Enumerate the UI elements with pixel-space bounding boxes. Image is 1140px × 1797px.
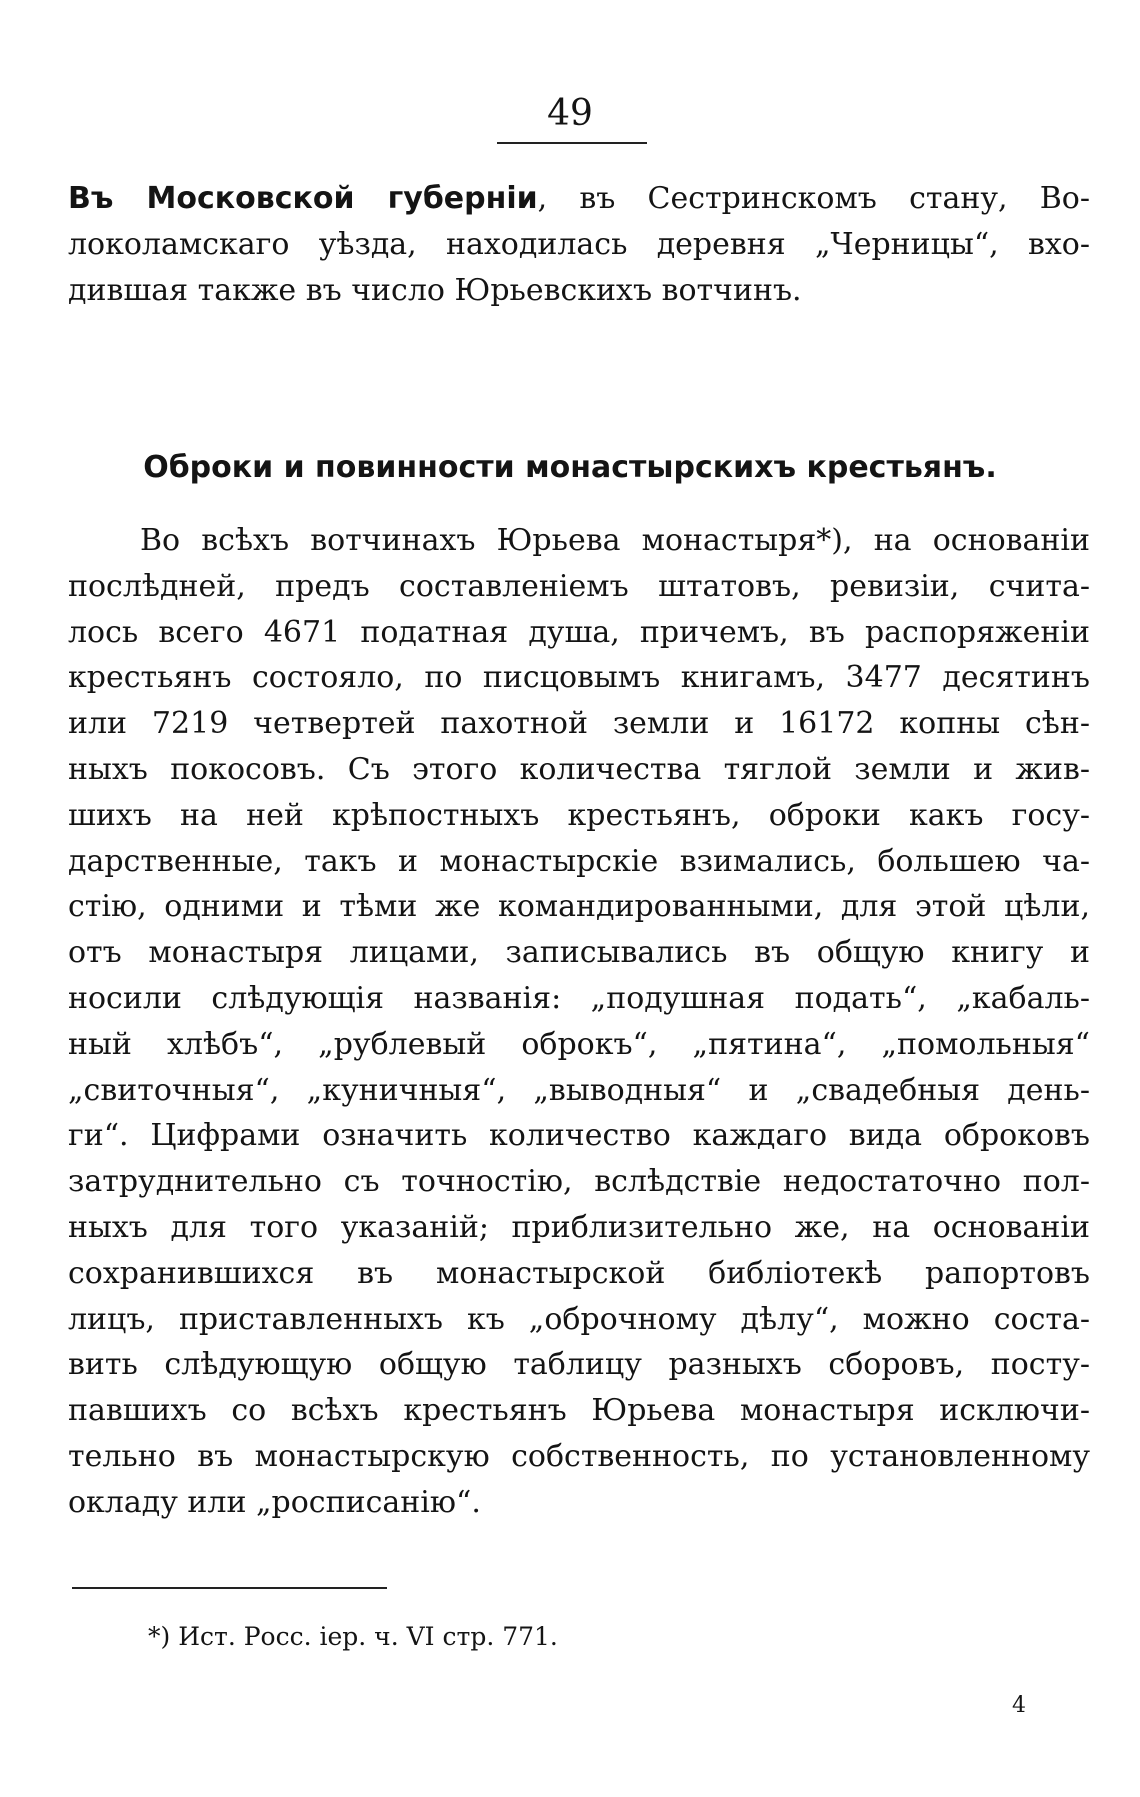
body-line: послѣдней, предъ составленіемъ штатовъ, ревизіи, счита- <box>68 568 1090 604</box>
body-paragraph <box>68 518 1090 1526</box>
page-number-rule <box>497 142 647 144</box>
body-line: тельно въ монастырскую собственность, по установленному <box>68 1438 1090 1474</box>
body-line: сохранившихся въ монастырской библіотекѣ рапортовъ <box>68 1255 1090 1291</box>
intro-line: локоламскаго уѣзда, находилась деревня „Черницы“, вхо- <box>68 226 1090 262</box>
body-line: лось всего 4671 податная душа, причемъ, въ распоряженіи <box>68 614 1090 650</box>
body-line: окладу или „росписанію“. <box>68 1484 481 1520</box>
body-line: ный хлѣбъ“, „рублевый оброкъ“, „пятина“, „помольныя“ <box>68 1026 1090 1062</box>
body-line: шихъ на ней крѣпостныхъ крестьянъ, оброки какъ госу- <box>68 797 1090 833</box>
intro-paragraph <box>68 176 1090 313</box>
body-line: затруднительно съ точностію, вслѣдствіе недостаточно пол- <box>68 1164 1090 1200</box>
body-line: Во всѣхъ вотчинахъ Юрьева монастыря*), на основаніи <box>140 523 1090 558</box>
page-number: 49 <box>547 93 593 134</box>
body-line: дарственные, такъ и монастырскіе взимались, большею ча- <box>68 843 1090 879</box>
body-line: отъ монастыря лицами, записывались въ общую книгу и <box>68 935 1090 971</box>
intro-bold-lead: Въ Московской губерніи <box>68 181 538 216</box>
body-line: ныхъ для того указаній; приблизительно же, на основаніи <box>68 1209 1090 1245</box>
body-line: вить слѣдующую общую таблицу разныхъ сборовъ, посту- <box>68 1347 1090 1383</box>
body-line: лицъ, приставленныхъ къ „оброчному дѣлу“, можно соста- <box>68 1301 1090 1337</box>
body-line: крестьянъ состояло, по писцовымъ книгамъ, 3477 десятинъ <box>68 660 1090 696</box>
body-line: „свиточныя“, „куничныя“, „выводныя“ и „свадебныя день- <box>68 1072 1090 1108</box>
intro-line: дившая также въ число Юрьевскихъ вотчинъ. <box>68 272 802 308</box>
section-heading: Оброки и повинности монастырскихъ крестьянъ. <box>143 450 997 485</box>
body-line: или 7219 четвертей пахотной земли и 16172 копны сѣн- <box>68 706 1090 742</box>
footnote: *) Ист. Росс. іер. ч. VI стр. 771. <box>148 1622 558 1651</box>
body-line: павшихъ со всѣхъ крестьянъ Юрьева монастыря исключи- <box>68 1393 1090 1429</box>
signature-mark: 4 <box>1012 1693 1026 1718</box>
intro-lead-rest: , въ Сестринскомъ стану, Во- <box>537 181 1090 216</box>
intro-line <box>68 176 1090 222</box>
footnote-rule <box>72 1587 387 1589</box>
body-line: стію, одними и тѣми же командированными, для этой цѣли, <box>68 889 1090 925</box>
body-line: носили слѣдующія названія: „подушная подать“, „кабаль- <box>68 980 1090 1016</box>
body-line: ги“. Цифрами означить количество каждаго вида оброковъ <box>68 1118 1090 1154</box>
body-line: ныхъ покосовъ. Съ этого количества тяглой земли и жив- <box>68 751 1090 787</box>
